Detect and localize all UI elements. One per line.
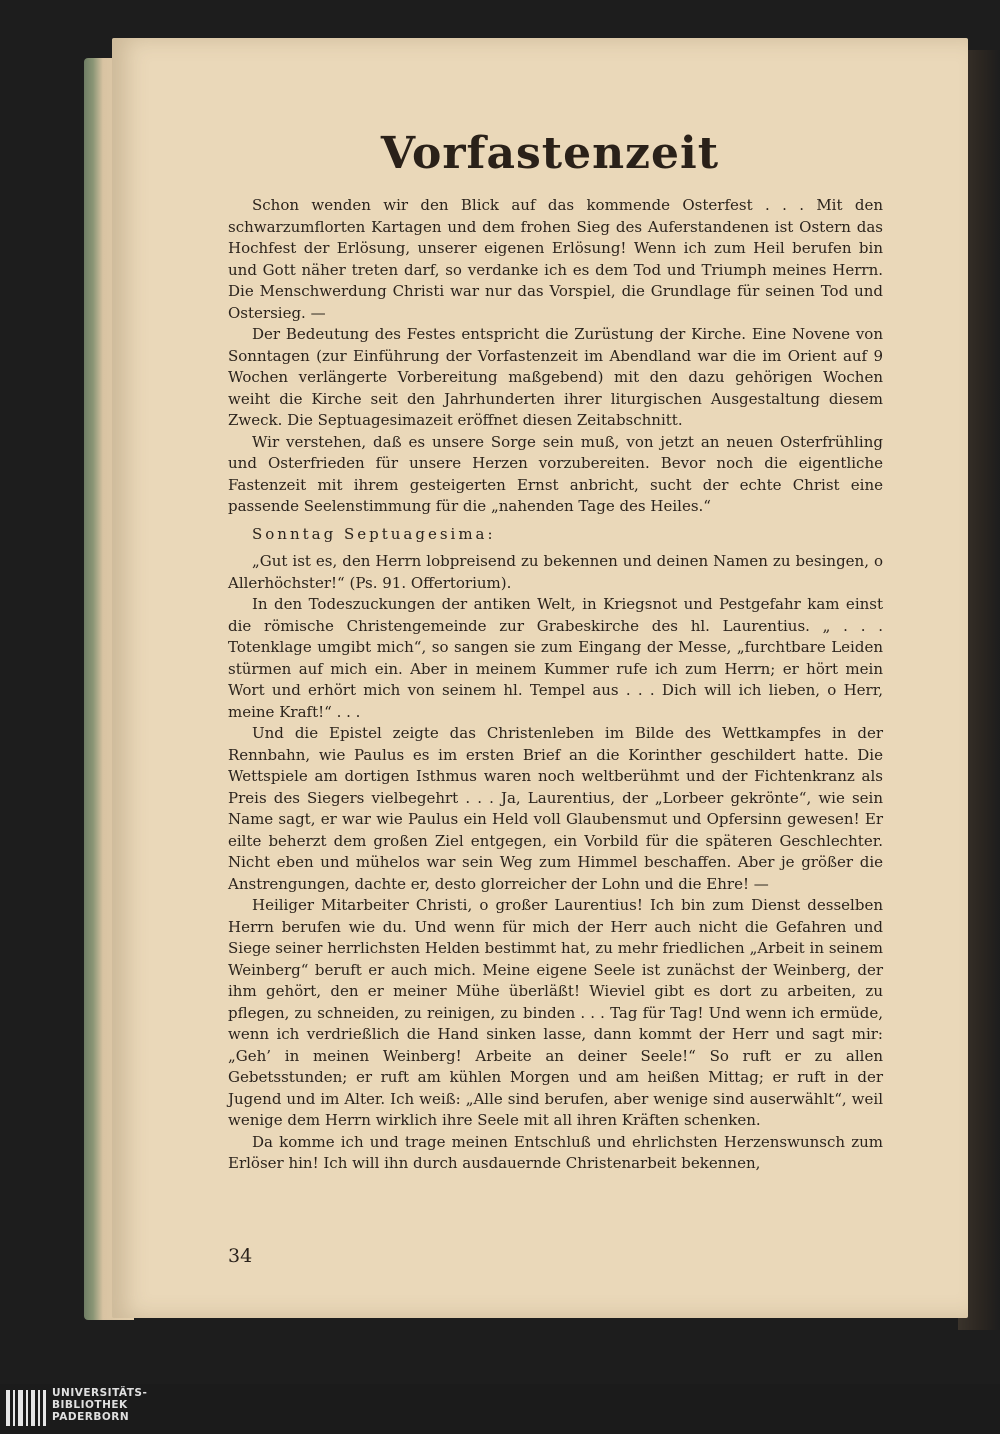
library-name-line: PADERBORN [52,1411,130,1423]
section-heading: Sonntag Septuagesima: [252,524,496,543]
body-text [228,195,883,1175]
quote-paragraph: „Gut ist es, den Herrn lobpreisend zu bekennen und deinen Namen zu besingen, o Allerhöchster!“ (Ps. 91. Offertorium). [228,552,883,592]
library-barcode-logo-icon [4,1386,48,1430]
library-name [52,1387,147,1423]
library-name-line: BIBLIOTHEK [52,1399,128,1411]
library-name-line: UNIVERSITÄTS- [52,1387,148,1399]
paragraph: Schon wenden wir den Blick auf das kommende Osterfest . . . Mit den schwarzumflorten Kartagen und dem frohen Sieg des Auferstandenen ist Ostern das Hochfest der Erlösung, unserer eigenen Erlösung! Wenn ich zum Heil berufen bin und Gott näher treten darf, so verdanke ich es dem Tod und Triumph meines Herrn. Die Menschwerdung Christi war nur das Vorspiel, die Grundlage für seinen Tod und Ostersieg. — [228,196,883,322]
paragraph: Wir verstehen, daß es unsere Sorge sein muß, von jetzt an neuen Osterfrühling und Osterfrieden für unsere Herzen vorzubereiten. Bevor noch die eigentliche Fastenzeit mit ihrem gesteigerten Ernst anbricht, sucht der echte Christ eine passende Seelenstimmung für die „nahenden Tage des Heiles.“ [228,432,883,515]
paragraph: Und die Epistel zeigte das Christenleben im Bilde des Wettkampfes in der Rennbahn, wie Paulus es im ersten Brief an die Korinther geschildert hatte. Die Wettspiele am dortigen Isthmus waren noch weltberühmt und der Fichtenkranz als Preis des Siegers vielbegehrt . . . Ja, Laurentius, der „Lorbeer gekrönte“, wie sein Name sagt, er war wie Paulus ein Held voll Glaubensmut und Opfersinn gewesen! Er eilte beherzt dem großen Ziel entgegen, ein Vorbild für die späteren Geschlechter. Nicht eben und mühelos war sein Weg zum Himmel beschaffen. Aber je größer die Anstrengungen, dachte er, desto glorreicher der Lohn und die Ehre! — [228,724,883,893]
paragraph: In den Todeszuckungen der antiken Welt, in Kriegsnot und Pestgefahr kam einst die römische Christengemeinde zur Grabeskirche des hl. Laurentius. „ . . . Totenklage umgibt mich“, so sangen sie zum Eingang der Messe, „furchtbare Leiden stürmen auf mich ein. Aber in meinem Kummer rufe ich zum Herrn; er hört mein Wort und erhört mich von seinem hl. Tempel aus . . . Dich will ich lieben, o Herr, meine Kraft!“ . . . [228,595,883,721]
paragraph: Da komme ich und trage meinen Entschluß und ehrlichsten Herzenswunsch zum Erlöser hin! Ich will ihn durch ausdauernde Christenarbeit bekennen, [228,1132,883,1172]
page-number: 34 [228,1245,253,1267]
paragraph: Heiliger Mitarbeiter Christi, o großer Laurentius! Ich bin zum Dienst desselben Herrn berufen wie du. Und wenn für mich der Herr auch nicht die Gefahren und Siege seiner herrlichsten Helden bestimmt hat, zu mehr friedlichen „Arbeit in seinem Weinberg“ beruft er auch mich. Meine eigene Seele ist zunächst der Weinberg, der ihm gehört, den er meiner Mühe überläßt! Wieviel gibt es dort zu arbeiten, zu pflegen, zu schneiden, zu reinigen, zu binden . . . Tag für Tag! Und wenn ich ermüde, wenn ich verdrießlich die Hand sinken lasse, dann kommt der Herr und sagt mir: „Geh’ in meinen Weinberg! Arbeite an deiner Seele!“ So ruft er zu allen Gebetsstunden; er ruft am kühlen Morgen und am heißen Mittag; er ruft in der Jugend und im Alter. Ich weiß: „Alle sind berufen, aber wenige sind auserwählt“, weil wenige dem Herrn wirklich ihre Seele mit all ihren Kräften schenken. [228,896,883,1129]
footer-bar [0,1384,1000,1434]
paragraph: Der Bedeutung des Festes entspricht die Zurüstung der Kirche. Eine Novene von Sonntagen (zur Einführung der Vorfastenzeit im Abendland war die im Orient auf 9 Wochen verlängerte Vorbereitung maßgebend) mit den dazu gehörigen Wochen weiht die Kirche seit den Jahrhunderten ihrer liturgischen Ausgestaltung diesem Zweck. Die Septuagesimazeit eröffnet diesen Zeitabschnitt. [228,325,883,429]
page-title: Vorfastenzeit [380,128,720,179]
